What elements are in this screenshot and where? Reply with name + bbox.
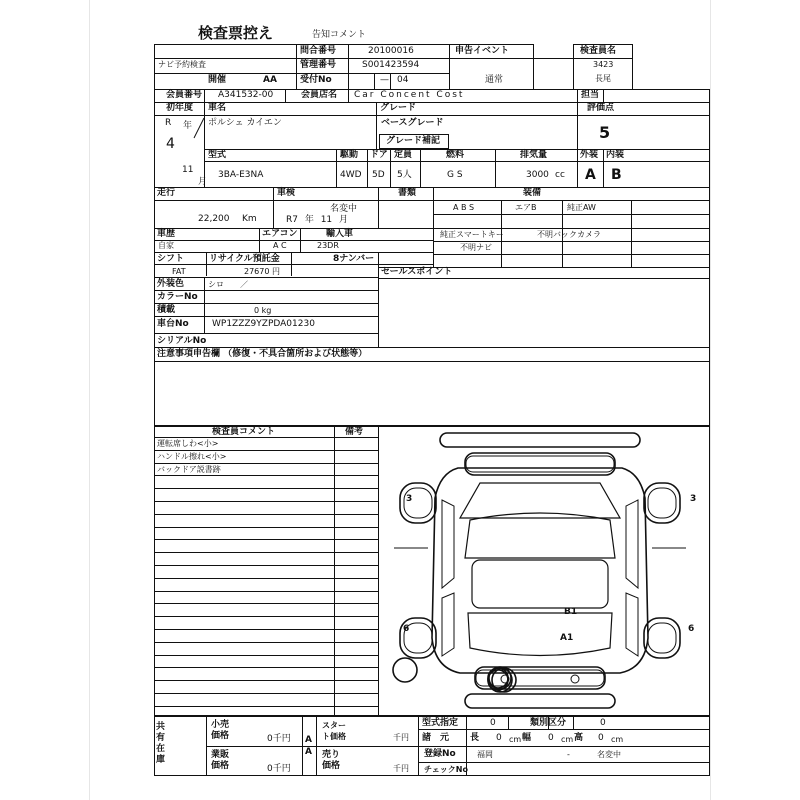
shift-label: シフト <box>157 254 185 264</box>
comment-rule <box>154 463 378 464</box>
drive-label: 駆動 <box>340 150 359 160</box>
a-mark-1: A <box>305 735 312 745</box>
store-label: 会員店名 <box>301 90 338 100</box>
wholesale-label: 業販価格 <box>211 750 230 771</box>
comment-rule <box>154 591 378 592</box>
header-grid <box>154 44 710 89</box>
hgt-label: 高 <box>574 733 584 743</box>
first-reg-label: 初年度 <box>166 103 194 113</box>
grade-label: グレード <box>380 103 417 113</box>
inspection-date: R7 年 11 月 <box>286 215 349 225</box>
damage-mark-rf: 3 <box>406 494 413 504</box>
mgmt-no: S001423594 <box>362 60 420 70</box>
wid: 0 <box>548 733 554 743</box>
comment-rule <box>154 565 378 566</box>
capacity: 5人 <box>397 170 412 180</box>
comment-rule <box>154 642 378 643</box>
grade: ベースグレード <box>381 118 444 128</box>
history-label: 車歴 <box>157 229 176 239</box>
model-label: 型式 <box>208 150 227 160</box>
retail-price: 0千円 <box>267 734 291 744</box>
equip-airbag: エアB <box>515 203 537 212</box>
sell-label: 売り価格 <box>322 750 341 771</box>
recycle-label: リサイクル預託金 <box>209 254 280 264</box>
a-mark-2: A <box>305 747 312 757</box>
ext-label: 外装 <box>580 150 599 160</box>
grade-supp-label: グレード補記 <box>386 136 441 146</box>
fuel: G S <box>447 170 463 180</box>
inquiry-no: 20100016 <box>368 46 414 56</box>
damage-mark-rr: 6 <box>403 624 410 634</box>
len-unit: cm <box>509 735 522 744</box>
comment-rule <box>154 667 378 668</box>
equip-aw: 純正AW <box>567 203 596 212</box>
capacity-label: 定員 <box>394 150 413 160</box>
model: 3BA-E3NA <box>218 170 264 180</box>
slash-mark <box>190 116 206 140</box>
fuel-label: 燃料 <box>446 150 465 160</box>
comment-rule <box>154 475 378 476</box>
vehicle-name: ポルシェ カイエン <box>208 118 282 128</box>
len-label: 長 <box>470 733 480 743</box>
held-value: AA <box>263 75 277 85</box>
comment-rule <box>154 501 378 502</box>
declare-event: 通常 <box>485 75 504 85</box>
inspector-code: 3423 <box>593 60 614 69</box>
navi-text: ナビ予約検査 <box>158 60 206 69</box>
member-no: A341532-00 <box>218 90 274 100</box>
import-label: 輸入車 <box>326 229 354 239</box>
month-unit: 月 <box>198 177 208 187</box>
wid-label: 幅 <box>522 733 532 743</box>
declare-event-label: 申告イベント <box>455 46 510 56</box>
car-damage-diagram <box>380 428 708 714</box>
remarks-label: 備考 <box>345 427 364 437</box>
comment-rule <box>154 539 378 540</box>
recycle: 27670 円 <box>244 267 280 276</box>
sales-point-label: セールスポイント <box>381 267 453 277</box>
reg-status: 名変中 <box>597 750 621 759</box>
reg-dash: - <box>567 750 570 759</box>
equip-navi: 不明ナビ <box>460 243 492 252</box>
comment-line-2: ハンドル擦れ<小> <box>157 452 227 461</box>
mileage: 22,200 <box>198 214 230 224</box>
equip-label: 装備 <box>523 188 542 198</box>
start-label: スタート価格 <box>322 721 346 741</box>
len: 0 <box>496 733 502 743</box>
reception-label: 受付No <box>300 75 332 85</box>
load-label: 積載 <box>157 305 176 315</box>
chassis-label: 車台No <box>157 319 189 329</box>
year-unit: 年 <box>183 121 193 131</box>
comment-rule <box>154 629 378 630</box>
equip-smartkey: 純正スマートキー <box>440 230 504 239</box>
comment-rule <box>154 603 378 604</box>
name-label: 車名 <box>208 103 227 113</box>
category-label: 類別区分 <box>530 718 567 728</box>
mileage-label: 走行 <box>157 188 176 198</box>
comment-rule <box>154 693 378 694</box>
docs-label: 書類 <box>398 188 417 198</box>
serial-label: シリアルNo <box>157 336 207 346</box>
hgt-unit: cm <box>611 735 624 744</box>
inspection-sheet <box>90 0 710 800</box>
score-label: 評価点 <box>587 103 615 113</box>
mileage-unit: Km <box>242 214 257 224</box>
equip-abs: A B S <box>453 203 475 212</box>
import: 23DR <box>317 241 339 250</box>
comment-rule <box>154 514 378 515</box>
member-no-label: 会員番号 <box>166 90 203 100</box>
held-label: 開催 <box>208 75 227 85</box>
start-unit: 千円 <box>393 733 409 742</box>
inquiry-no-label: 問合番号 <box>300 46 337 56</box>
reg-place: 福岡 <box>477 750 493 759</box>
first-reg-year: 4 <box>166 136 175 152</box>
plate8-label: 8ナンバー <box>333 254 375 264</box>
comment-rule <box>154 578 378 579</box>
category: 0 <box>600 718 606 728</box>
reception-dash: — <box>380 75 389 85</box>
comment-rule <box>154 706 378 707</box>
door-label: ドア <box>370 150 388 160</box>
comment-rule <box>154 488 378 489</box>
comment-line-1: 運転席しわ<小> <box>157 439 219 448</box>
comment-rule <box>154 680 378 681</box>
inspector-label: 検査員名 <box>580 46 617 56</box>
score: 5 <box>599 123 611 142</box>
reception-no: 04 <box>397 75 409 85</box>
notes-label: 注意事項申告欄 （修復・不具合箇所および状態等） <box>157 349 368 359</box>
hgt: 0 <box>598 733 604 743</box>
comments-title: 検査員コメント <box>212 427 276 437</box>
owner-label: 担当 <box>581 90 600 100</box>
comment-rule <box>154 552 378 553</box>
page-title: 検査票控え <box>198 24 274 42</box>
damage-mark-a1: A1 <box>560 633 574 643</box>
check-label: チェックNo <box>424 765 468 774</box>
ext-grade: A <box>585 167 596 183</box>
model-spec: 0 <box>490 718 496 728</box>
color-label: 外装色 <box>157 279 185 289</box>
dims-label: 諸 元 <box>422 733 450 743</box>
wid-unit: cm <box>561 735 574 744</box>
cc-unit: cc <box>555 170 565 180</box>
store-name: Car Concent Cost <box>354 90 465 100</box>
comment-rule <box>154 616 378 617</box>
mgmt-no-label: 管理番号 <box>300 60 337 70</box>
color: シロ ／ <box>208 280 248 289</box>
displacement: 3000 <box>526 170 549 180</box>
era: R <box>165 118 172 128</box>
shift: FAT <box>172 267 186 276</box>
notice-comment-label: 告知コメント <box>312 30 367 40</box>
door: 5D <box>372 170 385 180</box>
reg-label: 登録No <box>424 749 456 759</box>
inspection-status: 名変中 <box>330 204 358 214</box>
load: 0 kg <box>254 306 272 315</box>
comment-rule <box>154 450 378 451</box>
inspector-name: 長尾 <box>595 74 611 83</box>
drive: 4WD <box>340 170 362 180</box>
int-label: 内装 <box>606 150 625 160</box>
damage-mark-lr: 6 <box>688 624 695 634</box>
chassis: WP1ZZZ9YZPDA01230 <box>212 319 315 329</box>
ac-label: エアコン <box>262 229 298 239</box>
model-spec-label: 型式指定 <box>422 718 459 728</box>
damage-mark-b1: B1 <box>564 607 578 617</box>
comment-rule <box>154 527 378 528</box>
displacement-label: 排気量 <box>520 150 548 160</box>
inspection-label: 車検 <box>277 188 296 198</box>
shared-stock-label: 共有在庫 <box>156 722 166 765</box>
wholesale-price: 0千円 <box>267 764 291 774</box>
spare-tire <box>390 650 420 690</box>
color-no-label: カラーNo <box>157 292 198 302</box>
history: 自家 <box>158 241 174 250</box>
ac: A C <box>273 241 287 250</box>
damage-mark-lf: 3 <box>690 494 697 504</box>
equip-camera: 不明バックカメラ <box>537 230 601 239</box>
retail-label: 小売価格 <box>211 720 230 741</box>
int-grade: B <box>611 167 622 183</box>
first-reg-month: 11 <box>182 165 194 175</box>
comment-rule <box>154 655 378 656</box>
comment-line-3: バックドア説書跡 <box>157 465 221 474</box>
sell-unit: 千円 <box>393 764 409 773</box>
